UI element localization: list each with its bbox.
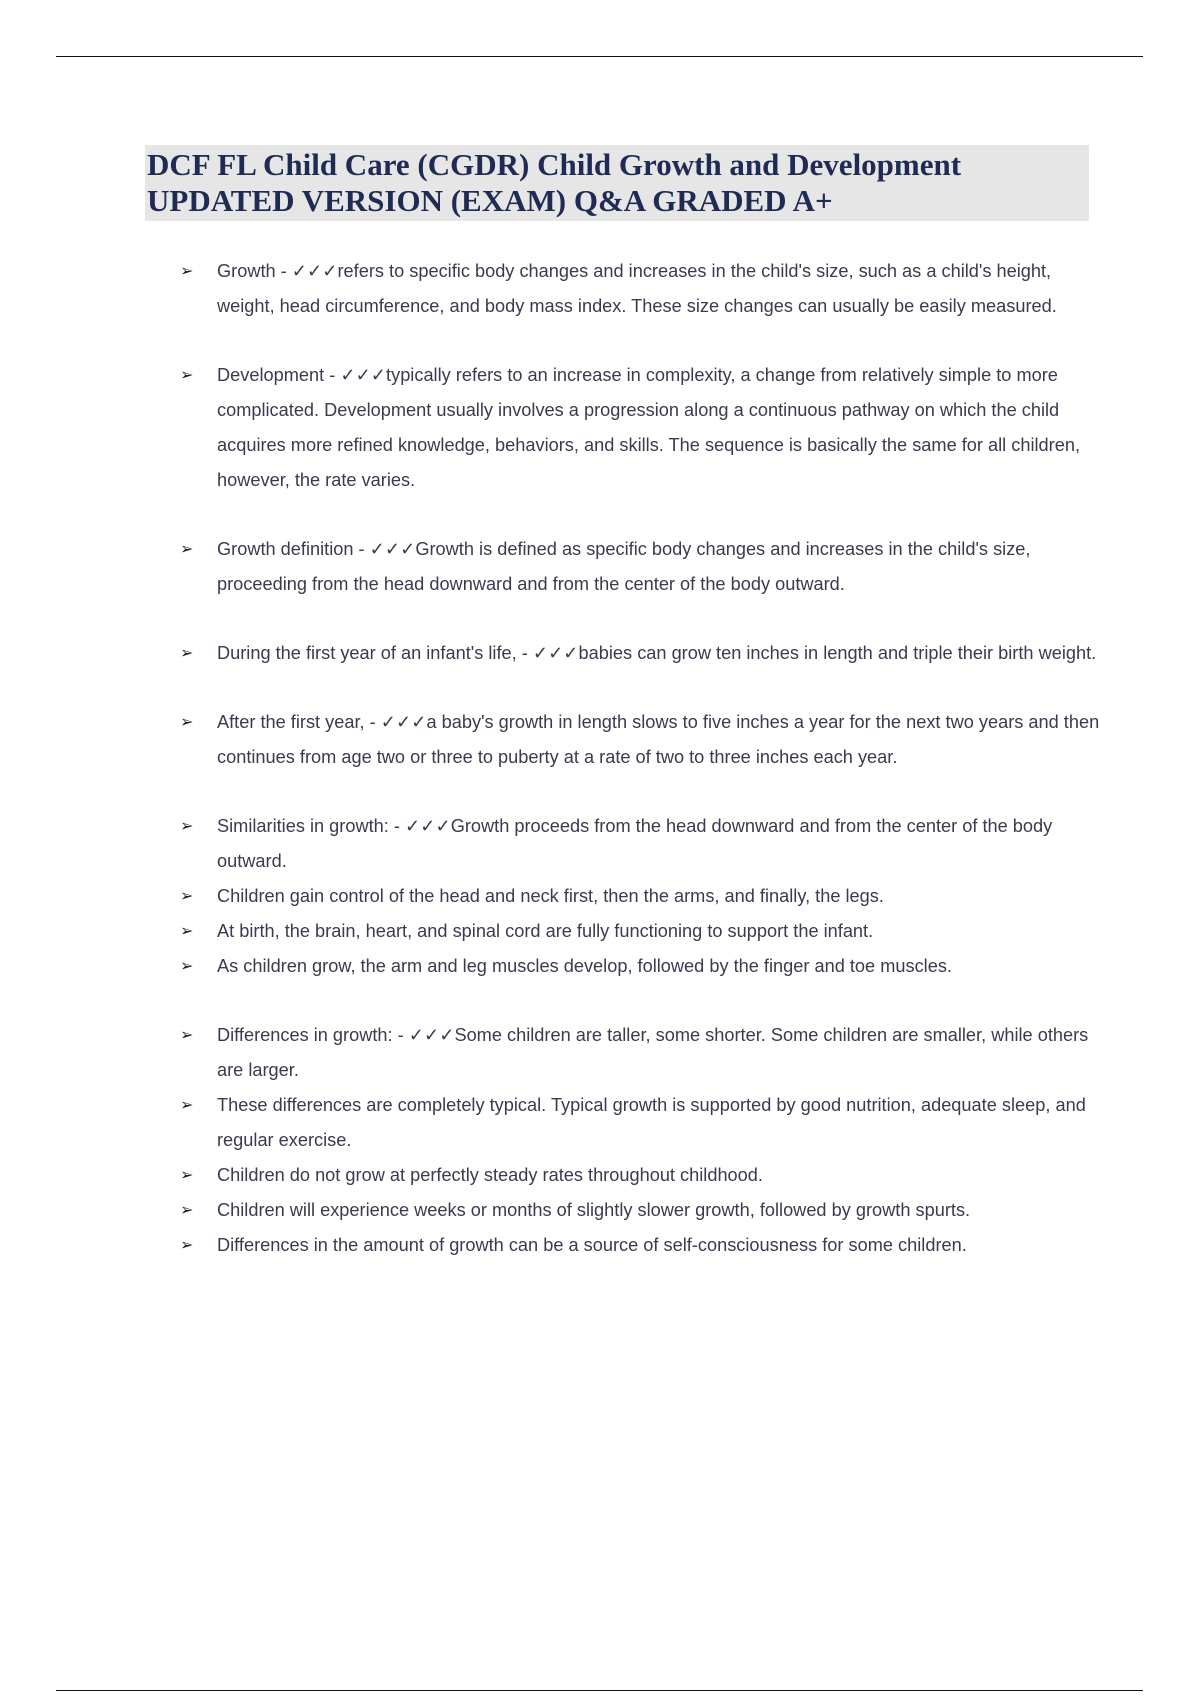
qa-list xyxy=(180,254,1100,1297)
list-item xyxy=(180,1193,1100,1228)
document-title xyxy=(145,145,1089,221)
item-text: Development - ✓✓✓typically refers to an increase in complexity, a change from relatively simple to more complicated. Development usually involves a progression along a continuous pathway on which the child acquires more refined knowledge, behaviors, and skills. The sequence is basically the same for all children, however, the rate varies. xyxy=(217,365,1081,490)
list-item xyxy=(180,705,1100,775)
title-line-2: UPDATED VERSION (EXAM) Q&A GRADED A+ xyxy=(147,183,833,218)
arrow-bullet-icon: ➢ xyxy=(180,714,194,731)
qa-group-similarities xyxy=(180,809,1100,984)
item-text: During the first year of an infant's life, - ✓✓✓babies can grow ten inches in length and triple their birth weight. xyxy=(217,643,1097,663)
qa-group-development xyxy=(180,358,1100,498)
list-item xyxy=(180,949,1100,984)
qa-group-differences xyxy=(180,1018,1100,1263)
arrow-bullet-icon: ➢ xyxy=(180,1097,194,1114)
arrow-bullet-icon: ➢ xyxy=(180,1202,194,1219)
qa-group-growth-definition xyxy=(180,532,1100,602)
title-line-1: DCF FL Child Care (CGDR) Child Growth and Development xyxy=(147,147,962,182)
qa-group-first-year xyxy=(180,636,1100,671)
list-item xyxy=(180,532,1100,602)
list-item xyxy=(180,636,1100,671)
item-text: Children do not grow at perfectly steady rates throughout childhood. xyxy=(217,1165,763,1185)
arrow-bullet-icon: ➢ xyxy=(180,541,194,558)
bottom-rule xyxy=(56,1690,1143,1691)
arrow-bullet-icon: ➢ xyxy=(180,263,194,280)
item-text: Similarities in growth: - ✓✓✓Growth proceeds from the head downward and from the center of the body outward. xyxy=(217,816,1053,871)
list-item xyxy=(180,254,1100,324)
arrow-bullet-icon: ➢ xyxy=(180,888,194,905)
arrow-bullet-icon: ➢ xyxy=(180,1167,194,1184)
list-item xyxy=(180,914,1100,949)
list-item xyxy=(180,879,1100,914)
item-text: As children grow, the arm and leg muscles develop, followed by the finger and toe muscles. xyxy=(217,956,952,976)
qa-group-growth xyxy=(180,254,1100,324)
item-text: These differences are completely typical. Typical growth is supported by good nutrition, adequate sleep, and regular exercise. xyxy=(217,1095,1086,1150)
item-text: Children gain control of the head and neck first, then the arms, and finally, the legs. xyxy=(217,886,884,906)
top-rule xyxy=(56,56,1143,57)
item-text: After the first year, - ✓✓✓a baby's growth in length slows to five inches a year for the next two years and then continues from age two or three to puberty at a rate of two to three inches each year. xyxy=(217,712,1100,767)
arrow-bullet-icon: ➢ xyxy=(180,818,194,835)
qa-group-after-first-year xyxy=(180,705,1100,775)
item-text: Growth - ✓✓✓refers to specific body changes and increases in the child's size, such as a child's height, weight, head circumference, and body mass index. These size changes can usually be easily measured. xyxy=(217,261,1057,316)
arrow-bullet-icon: ➢ xyxy=(180,645,194,662)
arrow-bullet-icon: ➢ xyxy=(180,923,194,940)
list-item xyxy=(180,1088,1100,1158)
list-item xyxy=(180,1228,1100,1263)
item-text: At birth, the brain, heart, and spinal cord are fully functioning to support the infant. xyxy=(217,921,874,941)
arrow-bullet-icon: ➢ xyxy=(180,958,194,975)
list-item xyxy=(180,1018,1100,1088)
arrow-bullet-icon: ➢ xyxy=(180,1027,194,1044)
list-item xyxy=(180,1158,1100,1193)
list-item xyxy=(180,809,1100,879)
arrow-bullet-icon: ➢ xyxy=(180,367,194,384)
arrow-bullet-icon: ➢ xyxy=(180,1237,194,1254)
item-text: Children will experience weeks or months of slightly slower growth, followed by growth spurts. xyxy=(217,1200,971,1220)
item-text: Differences in growth: - ✓✓✓Some children are taller, some shorter. Some children are smaller, while others are larger. xyxy=(217,1025,1089,1080)
item-text: Growth definition - ✓✓✓Growth is defined as specific body changes and increases in the child's size, proceeding from the head downward and from the center of the body outward. xyxy=(217,539,1031,594)
list-item xyxy=(180,358,1100,498)
item-text: Differences in the amount of growth can be a source of self-consciousness for some children. xyxy=(217,1235,967,1255)
